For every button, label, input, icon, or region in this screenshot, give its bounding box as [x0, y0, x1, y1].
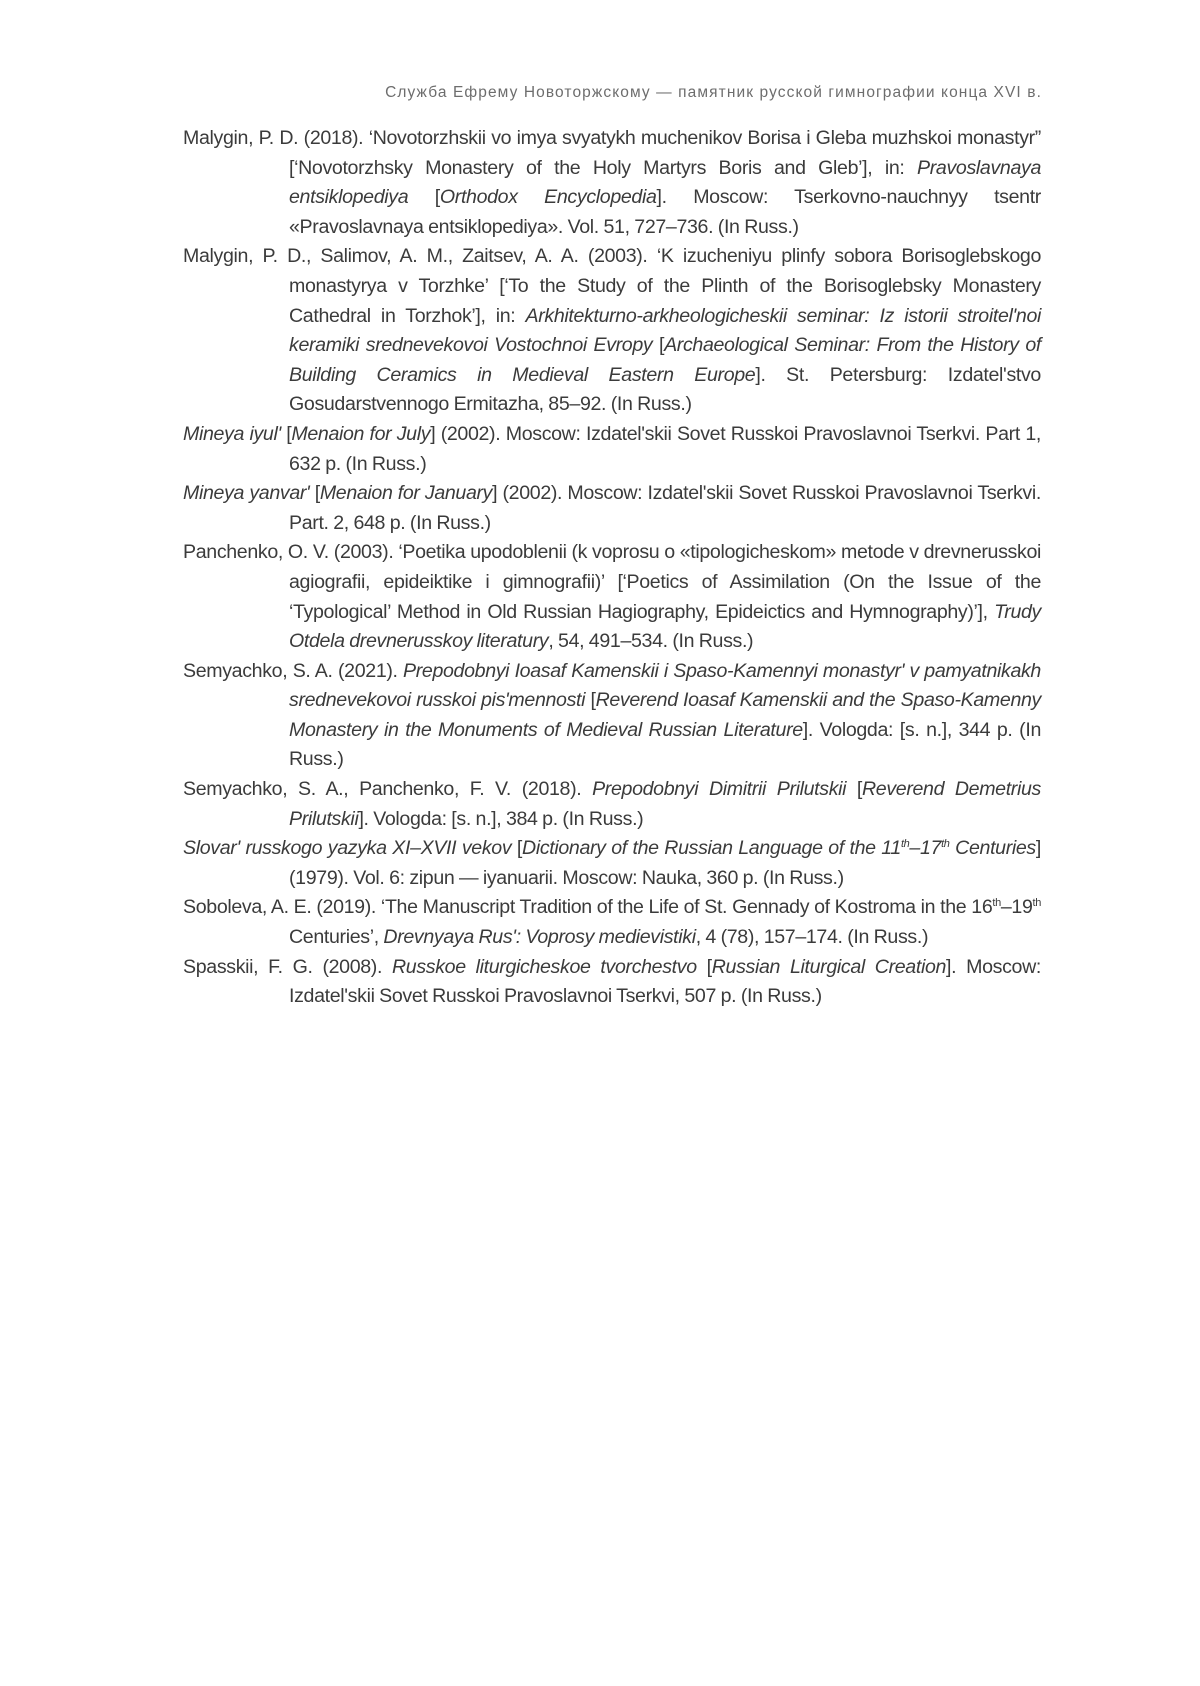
- reference-text: Malygin, P. D. (2018). ‘Novotorzhskii vo imya svyatykh muchenikov Borisa i Gleba muzhskoi monastyr” [‘Novotorzhsky Monastery of the Holy Martyrs Boris and Gleb’], in:: [183, 127, 1041, 179]
- reference-text: [: [696, 955, 712, 978]
- reference-entry: [183, 242, 1041, 420]
- running-header: Служба Ефрему Новоторжскому — памятник русской гимнографии конца XVI в.: [385, 84, 1042, 101]
- reference-entry: [183, 538, 1041, 656]
- reference-title-italic: Reverend Ioasaf Kamenskii and the Spaso-Kamenny Monastery in the Monuments of Medieval Russian Literature: [289, 689, 1041, 741]
- reference-title-italic: Archaeological Seminar: From the History of Building Ceramics in Medieval Eastern Europe: [289, 334, 1041, 386]
- reference-text: Soboleva, A. E. (2019). ‘The Manuscript Tradition of the Life of St. Gennady of Kostroma in the 16: [183, 896, 993, 919]
- reference-text: ]. Vologda: [s. n.], 344 p. (In Russ.): [289, 718, 1041, 771]
- reference-title-italic: Slovar' russkogo yazyka XI–XVII vekov: [183, 837, 512, 860]
- reference-text: [: [280, 422, 292, 445]
- reference-text: , 4 (78), 157–174. (In Russ.): [695, 926, 929, 949]
- reference-text: Panchenko, O. V. (2003). ‘Poetika upodoblenii (k voprosu o «tipologicheskom» metode v drevnerusskoi agiografii, epideiktike i gimnografii)’ [‘Poetics of Assimilation (On the Issue of the ‘Typological’ Method in Old Russian Hagiography, Epideictics and Hymnography)’],: [183, 541, 1041, 623]
- reference-text: [: [408, 186, 440, 209]
- reference-title-italic: Centuries: [949, 837, 1036, 860]
- reference-text: [: [585, 689, 596, 712]
- reference-text: ]. St. Petersburg: Izdatel'stvo Gosudarstvennogo Ermitazha, 85–92. (In Russ.): [289, 363, 1041, 416]
- reference-text: Semyachko, S. A. (2021).: [183, 659, 404, 682]
- reference-text: Semyachko, S. A., Panchenko, F. V. (2018).: [183, 778, 593, 801]
- reference-text: –19: [1000, 896, 1033, 919]
- reference-list: [183, 124, 1041, 1012]
- reference-text: Centuries’,: [289, 926, 384, 949]
- reference-text: [: [652, 334, 665, 357]
- reference-text: th: [1032, 897, 1041, 910]
- reference-title-italic: Mineya yanvar': [183, 482, 310, 505]
- reference-entry: [183, 420, 1041, 479]
- reference-title-italic: –17: [909, 837, 942, 860]
- reference-text: ]. Vologda: [s. n.], 384 p. (In Russ.): [358, 807, 644, 830]
- reference-title-italic: Russkoe liturgicheskoe tvorchestvo: [391, 955, 697, 978]
- reference-entry: [183, 834, 1041, 893]
- reference-title-italic: th: [941, 838, 950, 851]
- reference-title-italic: Menaion for July: [291, 422, 431, 445]
- reference-text: Malygin, P. D., Salimov, A. M., Zaitsev, A. A. (2003). ‘K izucheniyu plinfy sobora Borisoglebskogo monastyrya v Torzhke’ [‘To the Study of the Plinth of the Borisoglebsky Monastery Cathedral in Torzhok’], in:: [183, 245, 1041, 327]
- reference-title-italic: Arkhitekturno-arkheologicheskii seminar: Iz istorii stroitel'noi keramiki srednevekovoi Vostochnoi Evropy: [289, 304, 1041, 357]
- reference-entry: [183, 953, 1041, 1012]
- reference-text: Spasskii, F. G. (2008).: [183, 955, 392, 978]
- reference-text: ] (1979). Vol. 6: zipun — iyanuarii. Moscow: Nauka, 360 p. (In Russ.): [289, 837, 1041, 889]
- reference-entry: [183, 893, 1041, 952]
- reference-title-italic: Russian Liturgical Creation: [711, 955, 947, 978]
- reference-entry: [183, 124, 1041, 242]
- reference-title-italic: Drevnyaya Rus': Voprosy medievistiki: [383, 926, 696, 949]
- reference-text: ]. Moscow: Izdatel'skii Sovet Russkoi Pravoslavnoi Tserkvi, 507 p. (In Russ.): [289, 955, 1041, 1008]
- reference-text: [: [511, 837, 523, 860]
- reference-entry: [183, 775, 1041, 834]
- reference-title-italic: Menaion for January: [319, 482, 493, 505]
- reference-text: [: [309, 482, 320, 505]
- reference-text: [: [846, 778, 862, 801]
- reference-title-italic: Pravoslavnaya entsiklopediya: [289, 156, 1041, 209]
- reference-title-italic: Prepodobnyi Dimitrii Prilutskii: [592, 778, 847, 801]
- reference-title-italic: th: [900, 838, 910, 851]
- reference-title-italic: Orthodox Encyclopedia: [439, 186, 657, 209]
- reference-entry: [183, 657, 1041, 775]
- reference-text: ] (2002). Moscow: Izdatel'skii Sovet Russkoi Pravoslavnoi Tserkvi. Part. 2, 648 p. (In Russ.): [289, 482, 1041, 534]
- reference-text: th: [992, 897, 1001, 910]
- reference-title-italic: Prepodobnyi Ioasaf Kamenskii i Spaso-Kamennyi monastyr' v pamyatnikakh srednevekovoi russkoi pis'mennosti: [289, 659, 1041, 712]
- reference-entry: [183, 479, 1041, 538]
- reference-text: , 54, 491–534. (In Russ.): [548, 630, 754, 653]
- reference-title-italic: Trudy Otdela drevnerusskoy literatury: [289, 600, 1041, 653]
- reference-title-italic: Dictionary of the Russian Language of the 11: [522, 837, 901, 860]
- reference-title-italic: Mineya iyul': [183, 422, 281, 445]
- reference-title-italic: Reverend Demetrius Prilutskii: [289, 778, 1041, 830]
- reference-text: ]. Moscow: Tserkovno-nauchnyy tsentr «Pravoslavnaya entsiklopediya». Vol. 51, 727–736. (In Russ.): [289, 186, 1041, 238]
- reference-text: ] (2002). Moscow: Izdatel'skii Sovet Russkoi Pravoslavnoi Tserkvi. Part 1, 632 p. (In Russ.): [289, 422, 1041, 475]
